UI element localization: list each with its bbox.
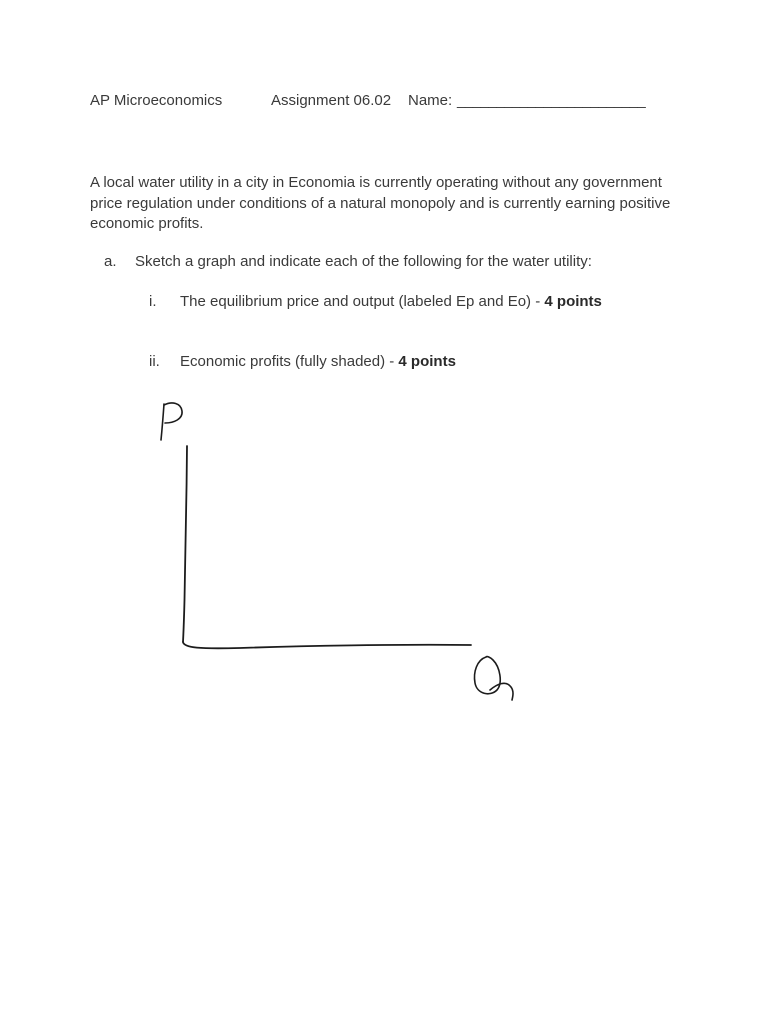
question-a-ii-marker: ii. [149,353,160,370]
course-title: AP Microeconomics [90,92,223,109]
question-a-i-marker: i. [149,293,157,310]
question-a-text: Sketch a graph and indicate each of the following for the water utility: [135,253,592,270]
question-a-ii-prompt: Economic profits (fully shaded) - [180,353,399,370]
x-axis-label-q [474,657,513,700]
x-axis-line [183,642,471,648]
assignment-number: Assignment 06.02 [271,92,392,109]
question-a-i-prompt: The equilibrium price and output (labeled Ep and Eo) - [180,293,545,310]
problem-intro: A local water utility in a city in Economia is currently operating without any government price regulation under conditions of a natural monopoly and is currently earning positive economic profits. [90,174,671,232]
y-axis-line [183,446,187,642]
question-a-marker: a. [104,253,117,270]
name-label: Name: [408,92,453,109]
name-blank-line[interactable]: ________________________ [457,92,646,109]
question-a-i-points: 4 points [544,293,602,310]
question-a-ii-points: 4 points [398,353,456,370]
y-axis-label-p [161,403,182,440]
